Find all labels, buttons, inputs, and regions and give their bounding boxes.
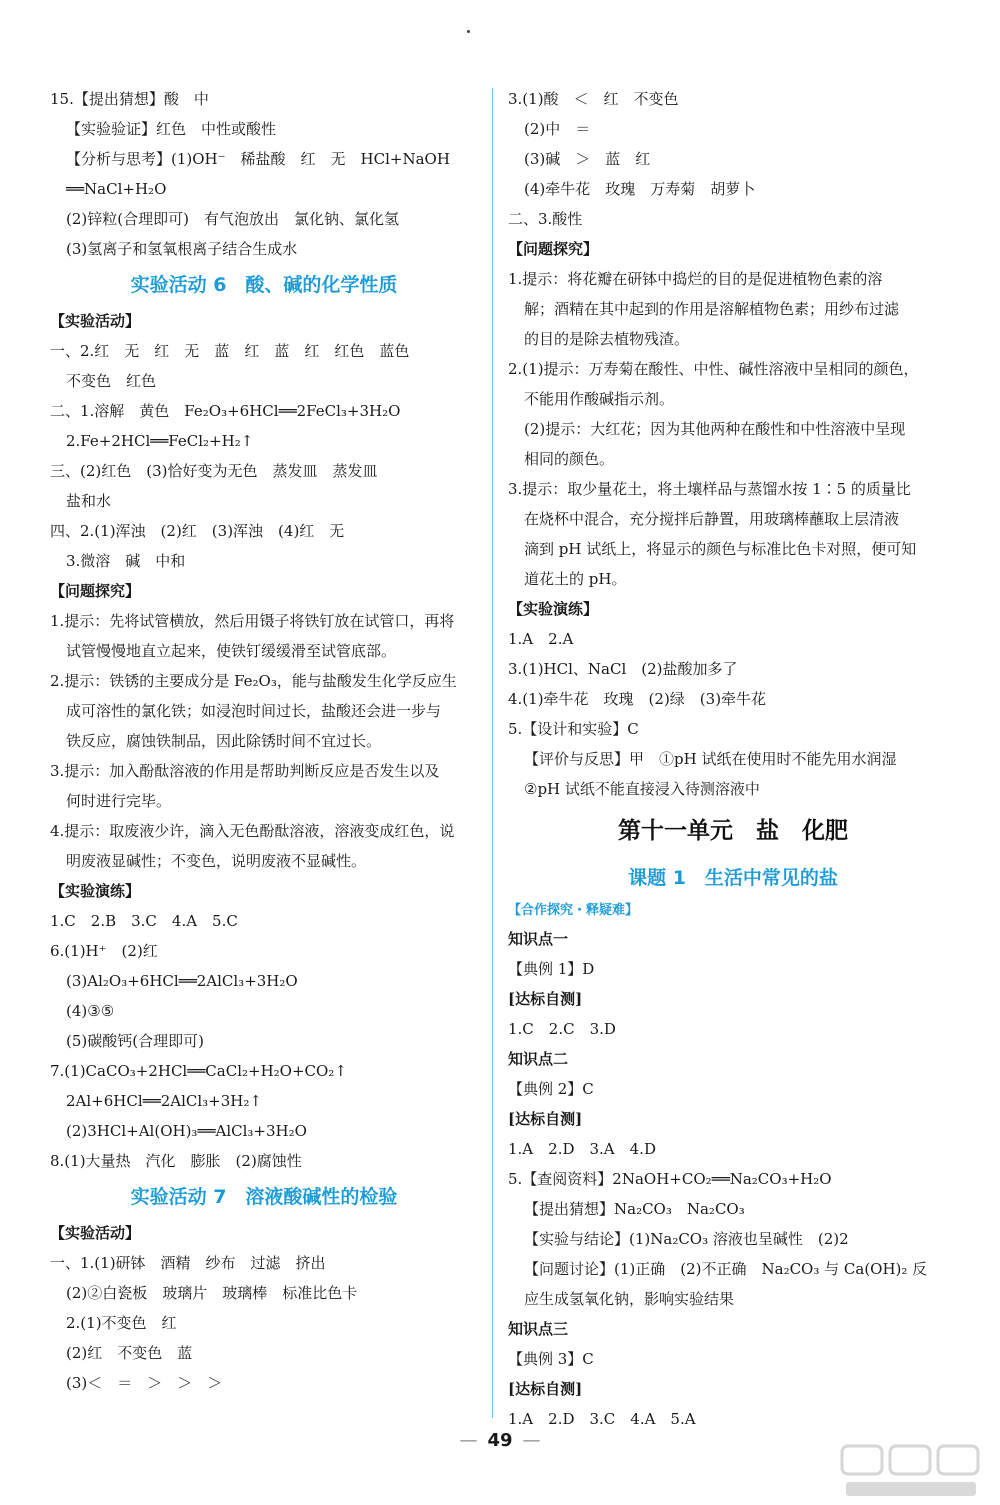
text-line: 1.C 2.C 3.D [508,1020,616,1038]
text-line: 不变色 红色 [66,372,157,390]
text-line: [达标自测] [508,990,583,1008]
text-line: 3.提示：取少量花土，将土壤样品与蒸馏水按 1∶5 的质量比 [508,480,911,498]
text-line: (3)＜ ＝ ＞ ＞ ＞ [66,1374,223,1392]
text-line: 解；酒精在其中起到的作用是溶解植物色素；用纱布过滤 [524,300,900,318]
text-line: 2Al+6HCl══2AlCl₃+3H₂↑ [66,1092,262,1110]
text-line: 6.(1)H⁺ (2)红 [50,942,158,960]
text-line: 【实验演练】 [508,600,599,618]
text-line: 明废液显碱性；不变色，说明废液不显碱性。 [66,852,367,870]
text-line: 【实验活动】 [50,1224,141,1242]
text-line: 5.【查阅资料】2NaOH+CO₂══Na₂CO₃+H₂O [508,1170,832,1188]
page-number: — 49 — [459,1430,541,1451]
text-line: (2)提示：大红花；因为其他两种在酸性和中性溶液中呈现 [524,420,906,438]
text-line: 1.A 2.D 3.A 4.D [508,1140,656,1158]
text-line: 【实验演练】 [50,882,141,900]
text-line: 【实验验证】红色 中性或酸性 [66,120,277,138]
text-line: 知识点二 [508,1050,569,1068]
text-line: 1.A 2.D 3.C 4.A 5.A [508,1410,696,1428]
text-line: 【提出猜想】Na₂CO₃ Na₂CO₃ [524,1200,745,1218]
text-line: 试管慢慢地直立起来，使铁钉缓缓滑至试管底部。 [66,642,397,660]
text-line: (2)锌粒(合理即可) 有气泡放出 氯化钠、氯化氢 [66,210,399,228]
text-line: 3.提示：加入酚酞溶液的作用是帮助判断反应是否发生以及 [50,762,440,780]
text-line: 3.(1)酸 ＜ 红 不变色 [508,90,679,108]
text-line: 二、3.酸性 [508,210,583,228]
section-heading: 第十一单元 盐 化肥 [618,818,848,844]
text-line: 3.微溶 碱 中和 [66,552,186,570]
text-line: 2.提示：铁锈的主要成分是 Fe₂O₃，能与盐酸发生化学反应生 [50,672,457,690]
text-line: 滴到 pH 试纸上，将显示的颜色与标准比色卡对照，便可知 [524,540,917,558]
text-line: (4)牵牛花 玫瑰 万寿菊 胡萝卜 [524,180,756,198]
text-line: ②pH 试纸不能直接浸入待测溶液中 [524,780,760,798]
text-line: 8.(1)大量热 汽化 膨胀 (2)腐蚀性 [50,1152,302,1170]
section-heading: 实验活动 7 溶液酸碱性的检验 [130,1186,398,1208]
column-divider [492,88,493,1418]
text-line: 铁反应，腐蚀铁制品，因此除锈时间不宜过长。 [66,732,382,750]
text-line: 1.C 2.B 3.C 4.A 5.C [50,912,238,930]
text-line: 应生成氢氧化钠，影响实验结果 [524,1290,735,1308]
text-line: (5)碳酸钙(合理即可) [66,1032,204,1050]
text-line: 【典例 1】D [508,960,595,978]
text-line: 一、2.红 无 红 无 蓝 红 蓝 红 红色 蓝色 [50,342,410,360]
text-line: 的目的是除去植物残渣。 [524,330,690,348]
section-heading: 课题 1 生活中常见的盐 [628,867,838,889]
text-line: (3)碱 ＞ 蓝 红 [524,150,651,168]
text-line: 相同的颜色。 [524,450,615,468]
text-line: (4)③⑤ [66,1002,115,1020]
text-line: 【问题探究】 [508,240,599,258]
text-line: 【典例 2】C [508,1080,594,1098]
text-line: (3)Al₂O₃+6HCl══2AlCl₃+3H₂O [66,972,298,990]
section-tag: 【合作探究・释疑难】 [508,903,639,918]
text-line: 1.提示：先将试管横放，然后用镊子将铁钉放在试管口，再将 [50,612,455,630]
text-line: 2.Fe+2HCl══FeCl₂+H₂↑ [66,432,254,450]
text-line: 1.提示：将花瓣在研钵中捣烂的目的是促进植物色素的溶 [508,270,883,288]
text-line: 知识点一 [508,930,569,948]
left-column [50,84,478,1398]
text-line: (3)氢离子和氢氧根离子结合生成水 [66,240,298,258]
text-line: 【实验与结论】(1)Na₂CO₃ 溶液也呈碱性 (2)2 [524,1230,849,1248]
text-line: 知识点三 [508,1320,569,1338]
text-line: 三、(2)红色 (3)恰好变为无色 蒸发皿 蒸发皿 [50,462,378,480]
text-line: 4.提示：取废液少许，滴入无色酚酞溶液，溶液变成红色，说 [50,822,455,840]
text-line: 四、2.(1)浑浊 (2)红 (3)浑浊 (4)红 无 [50,522,345,540]
text-line: 【问题讨论】(1)正确 (2)不正确 Na₂CO₃ 与 Ca(OH)₂ 反 [524,1260,928,1278]
right-column [508,84,958,1434]
text-line: 不能用作酸碱指示剂。 [524,390,675,408]
text-line: 道花土的 pH。 [524,570,627,588]
text-line: 盐和水 [66,492,112,510]
text-line: 2.(1)不变色 红 [66,1314,177,1332]
section-heading: 实验活动 6 酸、碱的化学性质 [130,274,398,296]
text-line: 【问题探究】 [50,582,141,600]
text-line: 在烧杯中混合，充分搅拌后静置，用玻璃棒蘸取上层清液 [524,510,900,528]
text-line: 何时进行完毕。 [66,792,172,810]
watermark-logo [836,1440,986,1500]
text-line: 成可溶性的氯化铁；如浸泡时间过长，盐酸还会进一步与 [66,702,442,720]
text-line: 二、1.溶解 黄色 Fe₂O₃+6HCl══2FeCl₃+3H₂O [50,402,401,420]
top-dot [467,30,470,33]
text-line: ══NaCl+H₂O [66,180,167,198]
text-line: 【典例 3】C [508,1350,594,1368]
text-line: 3.(1)HCl、NaCl (2)盐酸加多了 [508,660,738,678]
text-line: 【实验活动】 [50,312,141,330]
text-line: 【分析与思考】(1)OH⁻ 稀盐酸 红 无 HCl+NaOH [66,150,450,168]
text-line: (2)中 ＝ [524,120,591,138]
text-line: (2)3HCl+Al(OH)₃══AlCl₃+3H₂O [66,1122,307,1140]
text-line: 2.(1)提示：万寿菊在酸性、中性、碱性溶液中呈相同的颜色， [508,360,919,378]
text-line: 【评价与反思】甲 ①pH 试纸在使用时不能先用水润湿 [524,750,897,768]
text-line: 1.A 2.A [508,630,574,648]
text-line: (2)红 不变色 蓝 [66,1344,193,1362]
text-line: 7.(1)CaCO₃+2HCl══CaCl₂+H₂O+CO₂↑ [50,1062,347,1080]
text-line: (2)②白瓷板 玻璃片 玻璃棒 标准比色卡 [66,1284,358,1302]
text-line: 4.(1)牵牛花 玫瑰 (2)绿 (3)牵牛花 [508,690,767,708]
page-number-text: 49 [487,1430,513,1451]
text-line: [达标自测] [508,1380,583,1398]
text-line: [达标自测] [508,1110,583,1128]
text-line: 一、1.(1)研钵 酒精 纱布 过滤 挤出 [50,1254,326,1272]
text-line: 5.【设计和实验】C [508,720,639,738]
text-line: 15.【提出猜想】酸 中 [50,90,209,108]
